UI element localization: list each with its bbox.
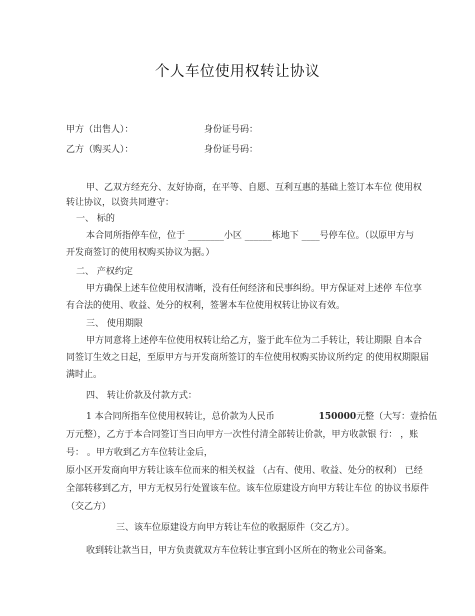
section-3-line-3: 满时止。: [66, 370, 103, 380]
section-1-heading: 一、 标的: [76, 214, 115, 224]
section-4-line-2: 万元整），乙方于本合同签订当日向甲方一次性付清全部转让价款，甲方收款银 行： ，账: [66, 430, 419, 440]
buyer-label: 乙方（购买人）：: [66, 145, 134, 155]
section-3-heading: 三、 使用期限: [86, 319, 143, 329]
section-2-heading: 二、 产权约定: [76, 267, 133, 277]
section-2-line-2: 有合法的使用、收益、处分的权利，签署本车位使用权转让协议有效。: [66, 301, 346, 311]
section-4-line-6: （交乙方）: [66, 502, 112, 512]
section-4-line-4: 原小区开发商向甲方转让该车位而来的相关权益 （占有、使用、收益、处分的权利） 已经: [66, 466, 423, 476]
section-2-line-1: 甲方确保上述车位使用权清晰，没有任何经济和民事纠纷。甲方保证对上述停 车位享: [86, 284, 422, 294]
buyer-id-label: 身份证号码：: [204, 145, 259, 155]
section-4-line-3: 号： 。甲方收到乙方车位转让金后，: [66, 448, 213, 458]
section-6-line: 收到转让款当日，甲方负责就双方车位转让事宜到小区所在的物业公司备案。: [86, 546, 393, 556]
section-3-line-1: 甲方同意将上述停车位使用权转让给乙方，鉴于此车位为二手转让，转让期限 自本合: [86, 336, 422, 346]
seller-label: 甲方（出售人）：: [66, 125, 134, 135]
section-4-line-1: [86, 412, 437, 423]
section-4-line-1-prefix: 1 本合同所指车位使用权转让，总价款为人民币: [86, 412, 275, 422]
section-4-heading: 四、 转让价款及付款方式：: [86, 391, 197, 401]
price-amount: 150000: [318, 412, 357, 422]
document-title: 个人车位使用权转让协议: [155, 64, 320, 80]
seller-id-label: 身份证号码：: [204, 125, 259, 135]
section-3-line-2: 同签订生效之日起，至原甲方与开发商所签订的车位使用权购买协议所约定 的使用权期限届: [66, 353, 429, 363]
intro-line-1: 甲、乙双方经充分、友好协商，在平等、自愿、互利互惠的基础上签订本车位 使用权: [86, 183, 422, 193]
section-4-line-5: 全部转移到乙方，甲方无权另行处置该车位。该车位原建设方向甲方转让车位 的协议书原件: [66, 484, 429, 494]
section-5-line: 三、该车位原建设方向甲方转让车位的收据原件（交乙方）。: [116, 523, 355, 533]
section-4-line-1-suffix: 元整（大写：壹拾伍: [356, 412, 438, 422]
intro-line-2: 转让协议，以资共同遵守：: [66, 198, 175, 208]
section-1-line-2: 开发商签订的使用权购买协议为据。）: [66, 248, 215, 258]
section-1-line-1: 本合同所指停车位，位于 ________小区 ______栋地下 ____号停车位。（以原甲方与: [86, 231, 415, 241]
